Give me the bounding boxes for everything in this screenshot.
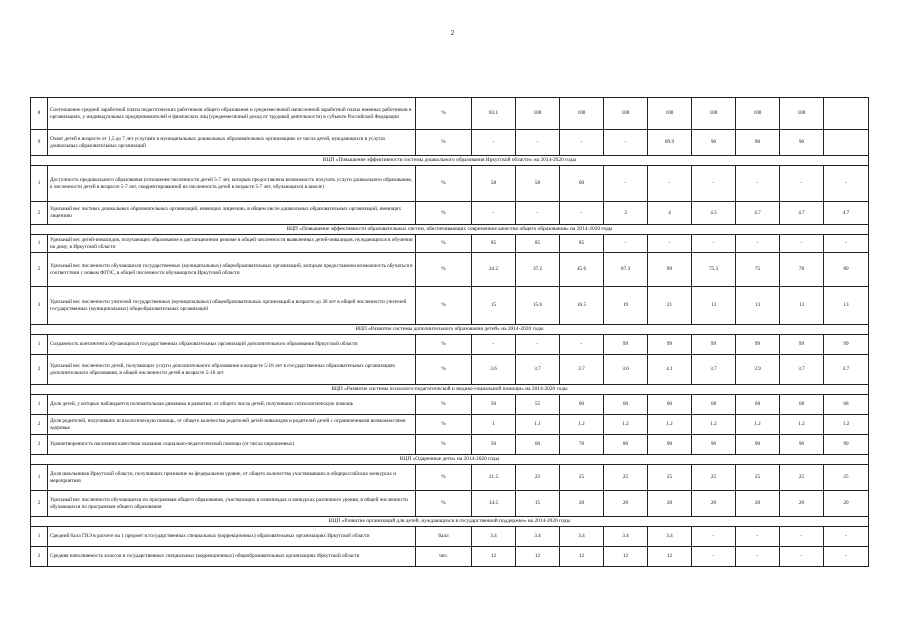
indicator-description: Удельный вес численности обучающихся по программам общего образования, участвующих в олимпиадах и конкурсах различного уровня, в общей численности обучающихся по программам общего образования: [48, 491, 416, 517]
value-cell: 1: [472, 415, 516, 435]
value-cell: -: [516, 335, 560, 355]
value-cell: 20: [648, 491, 692, 517]
value-cell: 20: [780, 491, 824, 517]
value-cell: -: [736, 527, 780, 547]
value-cell: 3.4: [516, 527, 560, 547]
row-number: 2: [31, 547, 48, 567]
unit-cell: балл: [416, 527, 472, 547]
program-section-title: ВЦП «Повышение эффективности системы дошкольного образования Иркутской области» на 2014-2020 годы: [31, 156, 869, 166]
row-number: 9: [31, 130, 48, 156]
indicator-description: Удельный вес частных дошкольных образовательных организаций, имеющих лицензию, в общем числе дошкольных образовательных организаций, имеющих лицензию: [48, 202, 416, 225]
value-cell: 50: [472, 435, 516, 455]
indicator-description: Доля детей, у которых наблюдается положительная динамика в развитии, от общего числа детей, получивших психологическую помощь: [48, 395, 416, 415]
value-cell: 100: [560, 98, 604, 130]
value-cell: -: [604, 166, 648, 202]
value-cell: 3.7: [560, 355, 604, 385]
table-row: [31, 547, 869, 567]
table-row: [31, 465, 869, 491]
table-row: [31, 491, 869, 517]
value-cell: 4.1: [648, 355, 692, 385]
value-cell: 89: [648, 253, 692, 287]
program-section-row: [31, 385, 869, 395]
value-cell: 50: [472, 395, 516, 415]
value-cell: 70: [560, 435, 604, 455]
value-cell: -: [560, 335, 604, 355]
value-cell: -: [780, 166, 824, 202]
value-cell: 99: [736, 335, 780, 355]
value-cell: 99: [780, 335, 824, 355]
value-cell: -: [824, 235, 869, 253]
value-cell: 4.7: [780, 202, 824, 225]
value-cell: 100: [736, 98, 780, 130]
indicator-description: Удельный вес детей-инвалидов, получающих образование в дистанционном режиме в общей численности выявленных детей-инвалидов, нуждающихся в обучении на дому, в Иркутской области: [48, 235, 416, 253]
table-row: [31, 202, 869, 225]
empty-value-cell: [824, 98, 869, 130]
row-number: 2: [31, 202, 48, 225]
value-cell: 55: [516, 395, 560, 415]
value-cell: 21: [648, 287, 692, 325]
value-cell: 85: [560, 235, 604, 253]
value-cell: 16.5: [560, 287, 604, 325]
value-cell: 1.2: [604, 415, 648, 435]
value-cell: -: [472, 130, 516, 156]
value-cell: 13: [824, 287, 869, 325]
value-cell: 90: [692, 435, 736, 455]
value-cell: -: [780, 235, 824, 253]
value-cell: 1.2: [780, 415, 824, 435]
value-cell: 20: [604, 491, 648, 517]
value-cell: -: [736, 166, 780, 202]
unit-cell: %: [416, 235, 472, 253]
indicator-description: Доступность предшкольного образования (отношение численности детей 5-7 лет, которым предоставлена возможность получать услуги дошкольного образования, к численности детей в возрасте 5-7 лет, скорректированной на численность детей в возрасте 5-7 лет, обучающихся в школе): [48, 166, 416, 202]
unit-cell: %: [416, 395, 472, 415]
value-cell: 37.2: [516, 253, 560, 287]
value-cell: 68: [736, 395, 780, 415]
value-cell: -: [736, 235, 780, 253]
value-cell: 1.2: [692, 415, 736, 435]
value-cell: 99: [604, 335, 648, 355]
program-section-row: [31, 455, 869, 465]
value-cell: 60: [604, 395, 648, 415]
table-row: [31, 166, 869, 202]
row-number: 8: [31, 98, 48, 130]
value-cell: 60: [648, 395, 692, 415]
unit-cell: %: [416, 287, 472, 325]
unit-cell: %: [416, 415, 472, 435]
value-cell: 78: [780, 253, 824, 287]
value-cell: 4.7: [824, 202, 869, 225]
value-cell: 19: [604, 287, 648, 325]
value-cell: 13: [780, 287, 824, 325]
value-cell: 60: [560, 395, 604, 415]
table-row: [31, 98, 869, 130]
row-number: 2: [31, 415, 48, 435]
value-cell: -: [692, 235, 736, 253]
value-cell: 1.2: [648, 415, 692, 435]
value-cell: -: [824, 166, 869, 202]
value-cell: 3: [604, 202, 648, 225]
value-cell: -: [472, 202, 516, 225]
value-cell: 13: [736, 287, 780, 325]
value-cell: 3.7: [780, 355, 824, 385]
row-number: 1: [31, 166, 48, 202]
value-cell: -: [648, 166, 692, 202]
value-cell: 3.7: [692, 355, 736, 385]
program-section-row: [31, 517, 869, 527]
table-row: [31, 435, 869, 455]
value-cell: 15.6: [516, 287, 560, 325]
table-row: [31, 287, 869, 325]
value-cell: 25: [648, 465, 692, 491]
value-cell: 90: [648, 435, 692, 455]
value-cell: 20: [692, 491, 736, 517]
value-cell: 85: [516, 235, 560, 253]
value-cell: -: [472, 335, 516, 355]
value-cell: 83.1: [472, 98, 516, 130]
value-cell: 25: [560, 465, 604, 491]
value-cell: -: [560, 130, 604, 156]
value-cell: -: [604, 130, 648, 156]
value-cell: 100: [780, 98, 824, 130]
indicator-description: Сохранность контингента обучающихся государственных образовательных организаций дополнительного образования Иркутской области: [48, 335, 416, 355]
value-cell: 12: [560, 547, 604, 567]
value-cell: -: [692, 547, 736, 567]
value-cell: 20: [560, 491, 604, 517]
value-cell: -: [560, 202, 604, 225]
unit-cell: %: [416, 98, 472, 130]
value-cell: 15: [516, 491, 560, 517]
value-cell: 4.5: [692, 202, 736, 225]
row-number: 1: [31, 465, 48, 491]
program-section-title: ВЦП «Развитие организаций для детей, нуждающихся в государственной поддержке» на 2014-2020 годы: [31, 517, 869, 527]
indicator-description: Доля родителей, получивших психологическую помощь, от общего количества родителей детей-инвалидов и родителей детей с ограниченными возможностями здоровья: [48, 415, 416, 435]
value-cell: 1.2: [736, 415, 780, 435]
value-cell: 25: [604, 465, 648, 491]
value-cell: 25: [692, 465, 736, 491]
value-cell: 90: [824, 435, 869, 455]
row-number: 1: [31, 235, 48, 253]
value-cell: 80: [824, 253, 869, 287]
value-cell: 3.9: [736, 355, 780, 385]
table-row: [31, 235, 869, 253]
unit-cell: %: [416, 355, 472, 385]
program-section-title: ВЦП «Повышение эффективности образовательных систем, обеспечивающих современное качество общего образования» на 2014-2020 годы: [31, 225, 869, 235]
indicator-description: Доля школьников Иркутской области, получивших признание на федеральном уровне, от общего количества участвовавших в общероссийских конкурсах и мероприятиях: [48, 465, 416, 491]
table-row: [31, 130, 869, 156]
table-row: [31, 253, 869, 287]
row-number: 3: [31, 435, 48, 455]
value-cell: 90: [780, 130, 824, 156]
value-cell: -: [516, 202, 560, 225]
value-cell: 4: [648, 202, 692, 225]
value-cell: 24.2: [472, 253, 516, 287]
table-row: [31, 355, 869, 385]
indicator-description: Средний балл ГВЭ в расчете на 1 предмет в государственных специальных (коррекционных) образовательных организациях Иркутской области: [48, 527, 416, 547]
program-section-row: [31, 225, 869, 235]
unit-cell: %: [416, 202, 472, 225]
value-cell: 12: [516, 547, 560, 567]
value-cell: 3.4: [472, 527, 516, 547]
unit-cell: %: [416, 435, 472, 455]
unit-cell: %: [416, 465, 472, 491]
value-cell: 20: [824, 491, 869, 517]
indicator-description: Удельный вес численности детей, получающих услуги дополнительного образования в возрасте 5-18 лет в государственных образовательных организациях дополнительного образования, в общей численности детей в возрасте 5-18 лет: [48, 355, 416, 385]
indicator-description: Соотношение средней заработной платы педагогических работников общего образования и среднемесячной начисленной заработной платы наемных работников в организациях, у индивидуальных предпринимателей и физических лиц (среднемесячный доход от трудовой деятельности) в субъекте Российской Федерации: [48, 98, 416, 130]
unit-cell: %: [416, 130, 472, 156]
value-cell: 13: [692, 287, 736, 325]
program-section-title: ВЦП «Развитие системы дополнительного образования детей» на 2014-2020 годы: [31, 325, 869, 335]
value-cell: 3.7: [824, 355, 869, 385]
program-section-row: [31, 325, 869, 335]
value-cell: 99: [692, 335, 736, 355]
value-cell: 1.1: [516, 415, 560, 435]
value-cell: -: [692, 527, 736, 547]
value-cell: 90: [736, 435, 780, 455]
indicator-description: Охват детей в возрасте от 1,5 до 7 лет услугами в муниципальных дошкольных образовательных организациях от числа детей, нуждающихся в услугах дошкольных образовательных организаций: [48, 130, 416, 156]
indicator-description: Удельный вес численности обучающихся государственных (муниципальных) общеобразовательных организаций, которым предоставлена возможность обучаться в соответствии с новым ФГОС, в общей численности обучающихся Иркутской области: [48, 253, 416, 287]
unit-cell: %: [416, 166, 472, 202]
value-cell: 100: [692, 98, 736, 130]
value-cell: 100: [648, 98, 692, 130]
row-number: 1: [31, 395, 48, 415]
value-cell: 3.6: [472, 355, 516, 385]
row-number: 3: [31, 287, 48, 325]
value-cell: 58: [516, 166, 560, 202]
value-cell: 3.6: [604, 355, 648, 385]
value-cell: -: [824, 547, 869, 567]
value-cell: 87.3: [604, 253, 648, 287]
value-cell: 15: [472, 287, 516, 325]
value-cell: -: [780, 527, 824, 547]
value-cell: 60: [560, 166, 604, 202]
value-cell: 3.4: [560, 527, 604, 547]
table-row: [31, 527, 869, 547]
unit-cell: %: [416, 335, 472, 355]
indicator-description: Удельный вес численности учителей государственных (муниципальных) общеобразовательных организаций в возрасте до 30 лет в общей численности учителей государственных (муниципальных) общеобразовательных организаций: [48, 287, 416, 325]
value-cell: 1.2: [560, 415, 604, 435]
unit-cell: %: [416, 491, 472, 517]
value-cell: -: [692, 166, 736, 202]
value-cell: 90: [692, 130, 736, 156]
indicators-table: [30, 97, 869, 567]
empty-value-cell: [824, 130, 869, 156]
value-cell: -: [736, 547, 780, 567]
value-cell: 45.6: [560, 253, 604, 287]
value-cell: 68: [780, 395, 824, 415]
value-cell: 68: [692, 395, 736, 415]
value-cell: 89.9: [648, 130, 692, 156]
value-cell: 100: [516, 98, 560, 130]
value-cell: -: [516, 130, 560, 156]
program-section-row: [31, 156, 869, 166]
value-cell: 100: [604, 98, 648, 130]
value-cell: -: [824, 527, 869, 547]
value-cell: 12: [648, 547, 692, 567]
value-cell: 22: [516, 465, 560, 491]
value-cell: 12: [604, 547, 648, 567]
value-cell: 80: [604, 435, 648, 455]
value-cell: 99: [824, 335, 869, 355]
row-number: 2: [31, 355, 48, 385]
value-cell: -: [648, 235, 692, 253]
value-cell: -: [780, 547, 824, 567]
value-cell: 14.5: [472, 491, 516, 517]
table-row: [31, 335, 869, 355]
value-cell: 12: [472, 547, 516, 567]
value-cell: 3.4: [604, 527, 648, 547]
row-number: 1: [31, 527, 48, 547]
value-cell: 75: [736, 253, 780, 287]
value-cell: -: [604, 235, 648, 253]
indicator-description: Удовлетворенность населения качеством оказания социально-педагогической помощи (от числа опрошенных): [48, 435, 416, 455]
value-cell: 90: [780, 435, 824, 455]
value-cell: 20: [736, 491, 780, 517]
value-cell: 21.5: [472, 465, 516, 491]
page-number: 2: [450, 29, 455, 37]
value-cell: 99: [648, 335, 692, 355]
value-cell: 4.7: [736, 202, 780, 225]
row-number: 2: [31, 253, 48, 287]
row-number: 2: [31, 491, 48, 517]
value-cell: 3.7: [516, 355, 560, 385]
program-section-title: ВЦП «Развитие системы психолого-педагогической и медико-социальной помощи» на 2014-2020 годы: [31, 385, 869, 395]
value-cell: 58: [472, 166, 516, 202]
table-row: [31, 415, 869, 435]
unit-cell: %: [416, 253, 472, 287]
value-cell: 60: [516, 435, 560, 455]
value-cell: 3.4: [648, 527, 692, 547]
value-cell: 90: [736, 130, 780, 156]
table-row: [31, 395, 869, 415]
indicator-description: Средняя наполняемость классов в государственных специальных (коррекционных) общеобразовательных организациях Иркутской области: [48, 547, 416, 567]
value-cell: 25: [736, 465, 780, 491]
value-cell: 68: [824, 395, 869, 415]
value-cell: 85: [472, 235, 516, 253]
value-cell: 75.3: [692, 253, 736, 287]
value-cell: 1.2: [824, 415, 869, 435]
value-cell: 25: [780, 465, 824, 491]
value-cell: 25: [824, 465, 869, 491]
row-number: 1: [31, 335, 48, 355]
program-section-title: ВЦП «Одаренные дети» на 2014-2020 годы: [31, 455, 869, 465]
unit-cell: чел.: [416, 547, 472, 567]
